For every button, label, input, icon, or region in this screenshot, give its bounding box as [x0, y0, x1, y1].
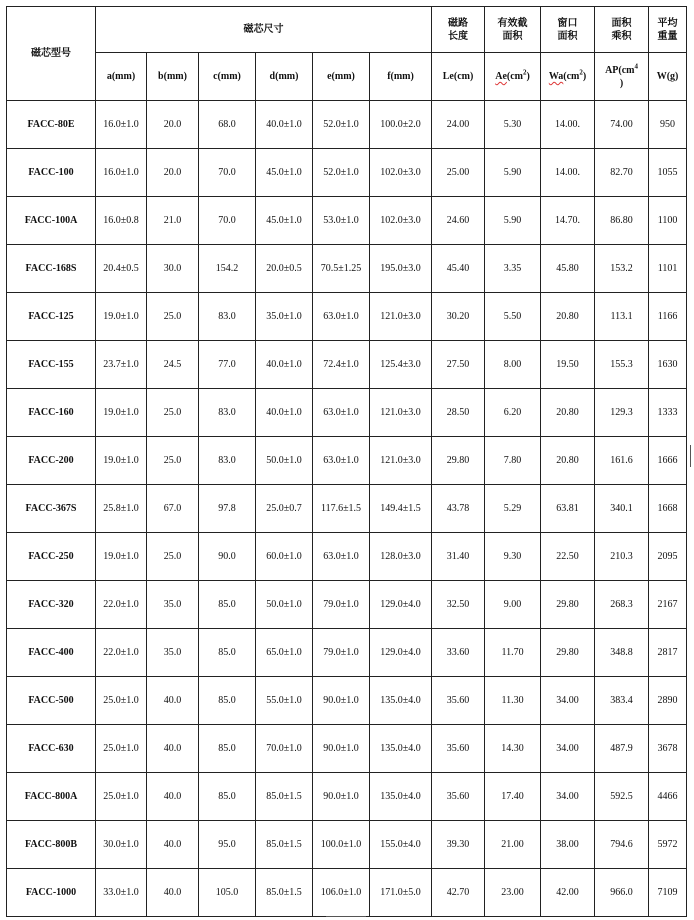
cell-w: 1668 [649, 485, 687, 533]
cell-b: 35.0 [147, 581, 199, 629]
cell-w: 4466 [649, 773, 687, 821]
cell-f: 155.0±4.0 [370, 821, 432, 869]
cell-a: 19.0±1.0 [96, 533, 147, 581]
cell-b: 67.0 [147, 485, 199, 533]
cell-a: 25.0±1.0 [96, 725, 147, 773]
cell-wa: 20.80 [541, 293, 595, 341]
cell-le: 32.50 [432, 581, 485, 629]
cell-d: 45.0±1.0 [256, 197, 313, 245]
cell-wa: 63.81 [541, 485, 595, 533]
cell-b: 30.0 [147, 245, 199, 293]
table-row [7, 821, 687, 869]
table-row [7, 389, 687, 437]
cell-ap: 155.3 [595, 341, 649, 389]
cell-e: 63.0±1.0 [313, 389, 370, 437]
cell-model: FACC-630 [7, 725, 96, 773]
table-row [7, 581, 687, 629]
cell-ae: 9.00 [485, 581, 541, 629]
cell-a: 16.0±1.0 [96, 149, 147, 197]
core-spec-table [6, 6, 687, 917]
cell-le: 29.80 [432, 437, 485, 485]
cell-b: 25.0 [147, 293, 199, 341]
subheader-le: Le(cm) [432, 53, 485, 101]
table-row [7, 149, 687, 197]
cell-wa: 14.00. [541, 149, 595, 197]
cell-model: FACC-1000 [7, 869, 96, 917]
cell-b: 25.0 [147, 533, 199, 581]
cell-c: 154.2 [199, 245, 256, 293]
cell-model: FACC-500 [7, 677, 96, 725]
cell-model: FACC-100 [7, 149, 96, 197]
cell-a: 22.0±1.0 [96, 629, 147, 677]
cell-wa: 29.80 [541, 581, 595, 629]
cell-le: 35.60 [432, 773, 485, 821]
cell-le: 39.30 [432, 821, 485, 869]
cell-e: 106.0±1.0 [313, 869, 370, 917]
cell-e: 53.0±1.0 [313, 197, 370, 245]
cell-model: FACC-168S [7, 245, 96, 293]
cell-d: 40.0±1.0 [256, 101, 313, 149]
cell-d: 25.0±0.7 [256, 485, 313, 533]
cell-c: 83.0 [199, 293, 256, 341]
cell-b: 35.0 [147, 629, 199, 677]
cell-c: 85.0 [199, 725, 256, 773]
cell-ap: 268.3 [595, 581, 649, 629]
cell-e: 72.4±1.0 [313, 341, 370, 389]
cell-a: 30.0±1.0 [96, 821, 147, 869]
cell-e: 90.0±1.0 [313, 773, 370, 821]
cell-b: 40.0 [147, 725, 199, 773]
header-dimensions: 磁芯尺寸 [96, 7, 432, 53]
cell-ap: 113.1 [595, 293, 649, 341]
subheader-wa: $Wa(cm^2)$ [541, 53, 595, 101]
cell-a: 33.0±1.0 [96, 869, 147, 917]
subheader-a: a(mm) [96, 53, 147, 101]
cell-d: 60.0±1.0 [256, 533, 313, 581]
cell-model: FACC-367S [7, 485, 96, 533]
table-row [7, 773, 687, 821]
cell-f: 121.0±3.0 [370, 437, 432, 485]
table-row [7, 677, 687, 725]
cell-le: 45.40 [432, 245, 485, 293]
table-row [7, 341, 687, 389]
cell-ae: 5.30 [485, 101, 541, 149]
cell-le: 35.60 [432, 725, 485, 773]
cell-c: 105.0 [199, 869, 256, 917]
cell-d: 85.0±1.5 [256, 773, 313, 821]
cell-ap: 340.1 [595, 485, 649, 533]
cell-model: FACC-320 [7, 581, 96, 629]
cell-ap: 794.6 [595, 821, 649, 869]
cell-ae: 11.30 [485, 677, 541, 725]
cell-ae: 5.50 [485, 293, 541, 341]
cell-e: 63.0±1.0 [313, 293, 370, 341]
cell-ap: 82.70 [595, 149, 649, 197]
cell-e: 70.5±1.25 [313, 245, 370, 293]
table-row [7, 437, 687, 485]
cell-le: 31.40 [432, 533, 485, 581]
cell-a: 19.0±1.0 [96, 389, 147, 437]
cell-ap: 161.6 [595, 437, 649, 485]
cell-w: 1055 [649, 149, 687, 197]
cell-b: 24.5 [147, 341, 199, 389]
cell-ap: 129.3 [595, 389, 649, 437]
cell-d: 55.0±1.0 [256, 677, 313, 725]
cell-f: 121.0±3.0 [370, 389, 432, 437]
subheader-d: d(mm) [256, 53, 313, 101]
subheader-f: f(mm) [370, 53, 432, 101]
cell-f: 135.0±4.0 [370, 677, 432, 725]
cell-a: 22.0±1.0 [96, 581, 147, 629]
cell-w: 7109 [649, 869, 687, 917]
header-ae: 有效截 面积 [485, 7, 541, 53]
cell-ap: 86.80 [595, 197, 649, 245]
page-edge-marker [326, 916, 366, 917]
cell-le: 30.20 [432, 293, 485, 341]
subheader-ap: $AP(cm^4$ ) [595, 53, 649, 101]
cell-ae: 8.00 [485, 341, 541, 389]
cell-d: 40.0±1.0 [256, 341, 313, 389]
cell-le: 24.00 [432, 101, 485, 149]
cell-w: 3678 [649, 725, 687, 773]
cell-w: 950 [649, 101, 687, 149]
cell-d: 20.0±0.5 [256, 245, 313, 293]
cell-c: 90.0 [199, 533, 256, 581]
cell-e: 52.0±1.0 [313, 149, 370, 197]
header-ap: 面积 乘积 [595, 7, 649, 53]
cell-b: 20.0 [147, 101, 199, 149]
cell-ae: 5.90 [485, 197, 541, 245]
cell-le: 24.60 [432, 197, 485, 245]
cell-e: 63.0±1.0 [313, 533, 370, 581]
cell-b: 25.0 [147, 389, 199, 437]
cell-d: 40.0±1.0 [256, 389, 313, 437]
table-row [7, 293, 687, 341]
cell-ap: 487.9 [595, 725, 649, 773]
cell-b: 21.0 [147, 197, 199, 245]
cell-ae: 14.30 [485, 725, 541, 773]
cell-b: 40.0 [147, 869, 199, 917]
cell-e: 79.0±1.0 [313, 629, 370, 677]
cell-w: 1333 [649, 389, 687, 437]
cell-c: 77.0 [199, 341, 256, 389]
cell-w: 2890 [649, 677, 687, 725]
cell-d: 70.0±1.0 [256, 725, 313, 773]
cell-d: 65.0±1.0 [256, 629, 313, 677]
cell-ap: 348.8 [595, 629, 649, 677]
cell-le: 25.00 [432, 149, 485, 197]
cell-le: 43.78 [432, 485, 485, 533]
cell-wa: 20.80 [541, 437, 595, 485]
cell-d: 35.0±1.0 [256, 293, 313, 341]
cell-c: 85.0 [199, 581, 256, 629]
subheader-weight: W(g) [649, 53, 687, 101]
cell-a: 19.0±1.0 [96, 437, 147, 485]
cell-a: 25.0±1.0 [96, 773, 147, 821]
cell-le: 42.70 [432, 869, 485, 917]
cell-f: 195.0±3.0 [370, 245, 432, 293]
cell-model: FACC-800B [7, 821, 96, 869]
cell-model: FACC-125 [7, 293, 96, 341]
cell-w: 2095 [649, 533, 687, 581]
cell-model: FACC-80E [7, 101, 96, 149]
subheader-b: b(mm) [147, 53, 199, 101]
cell-b: 40.0 [147, 821, 199, 869]
cell-model: FACC-800A [7, 773, 96, 821]
header-le: 磁路 长度 [432, 7, 485, 53]
cell-a: 25.8±1.0 [96, 485, 147, 533]
scroll-marker [690, 445, 691, 467]
cell-wa: 42.00 [541, 869, 595, 917]
cell-ae: 5.90 [485, 149, 541, 197]
cell-a: 16.0±1.0 [96, 101, 147, 149]
cell-w: 1630 [649, 341, 687, 389]
table-row [7, 533, 687, 581]
cell-ae: 11.70 [485, 629, 541, 677]
cell-model: FACC-250 [7, 533, 96, 581]
header-model: 磁芯型号 [7, 7, 96, 101]
cell-model: FACC-155 [7, 341, 96, 389]
cell-c: 85.0 [199, 677, 256, 725]
cell-c: 97.8 [199, 485, 256, 533]
subheader-e: e(mm) [313, 53, 370, 101]
cell-d: 50.0±1.0 [256, 437, 313, 485]
cell-wa: 19.50 [541, 341, 595, 389]
cell-wa: 22.50 [541, 533, 595, 581]
cell-le: 35.60 [432, 677, 485, 725]
cell-f: 135.0±4.0 [370, 725, 432, 773]
cell-w: 1166 [649, 293, 687, 341]
cell-wa: 45.80 [541, 245, 595, 293]
cell-le: 28.50 [432, 389, 485, 437]
table-row [7, 245, 687, 293]
cell-model: FACC-160 [7, 389, 96, 437]
cell-ap: 210.3 [595, 533, 649, 581]
cell-b: 20.0 [147, 149, 199, 197]
cell-c: 83.0 [199, 389, 256, 437]
cell-c: 83.0 [199, 437, 256, 485]
cell-f: 125.4±3.0 [370, 341, 432, 389]
cell-d: 85.0±1.5 [256, 869, 313, 917]
cell-wa: 34.00 [541, 725, 595, 773]
cell-wa: 34.00 [541, 773, 595, 821]
cell-w: 1101 [649, 245, 687, 293]
table-row [7, 485, 687, 533]
cell-c: 68.0 [199, 101, 256, 149]
table-row [7, 101, 687, 149]
table-row [7, 629, 687, 677]
cell-model: FACC-200 [7, 437, 96, 485]
cell-f: 149.4±1.5 [370, 485, 432, 533]
cell-c: 85.0 [199, 773, 256, 821]
cell-d: 85.0±1.5 [256, 821, 313, 869]
cell-w: 1666 [649, 437, 687, 485]
cell-a: 20.4±0.5 [96, 245, 147, 293]
cell-a: 23.7±1.0 [96, 341, 147, 389]
cell-wa: 29.80 [541, 629, 595, 677]
cell-ae: 21.00 [485, 821, 541, 869]
cell-wa: 38.00 [541, 821, 595, 869]
cell-e: 79.0±1.0 [313, 581, 370, 629]
cell-e: 52.0±1.0 [313, 101, 370, 149]
table-row [7, 725, 687, 773]
cell-wa: 34.00 [541, 677, 595, 725]
cell-ap: 153.2 [595, 245, 649, 293]
cell-f: 128.0±3.0 [370, 533, 432, 581]
cell-a: 19.0±1.0 [96, 293, 147, 341]
subheader-c: c(mm) [199, 53, 256, 101]
cell-w: 2817 [649, 629, 687, 677]
header-weight: 平均 重量 [649, 7, 687, 53]
cell-f: 129.0±4.0 [370, 629, 432, 677]
cell-ap: 383.4 [595, 677, 649, 725]
cell-ae: 7.80 [485, 437, 541, 485]
cell-wa: 14.00. [541, 101, 595, 149]
cell-c: 70.0 [199, 197, 256, 245]
cell-f: 100.0±2.0 [370, 101, 432, 149]
cell-f: 102.0±3.0 [370, 197, 432, 245]
cell-model: FACC-400 [7, 629, 96, 677]
table-row [7, 197, 687, 245]
cell-b: 40.0 [147, 773, 199, 821]
cell-a: 16.0±0.8 [96, 197, 147, 245]
cell-ae: 23.00 [485, 869, 541, 917]
cell-e: 63.0±1.0 [313, 437, 370, 485]
cell-d: 50.0±1.0 [256, 581, 313, 629]
cell-ap: 966.0 [595, 869, 649, 917]
table-row [7, 869, 687, 917]
cell-e: 90.0±1.0 [313, 725, 370, 773]
cell-ap: 592.5 [595, 773, 649, 821]
cell-ae: 17.40 [485, 773, 541, 821]
header-wa: 窗口 面积 [541, 7, 595, 53]
cell-b: 25.0 [147, 437, 199, 485]
cell-w: 5972 [649, 821, 687, 869]
cell-c: 85.0 [199, 629, 256, 677]
cell-e: 100.0±1.0 [313, 821, 370, 869]
cell-c: 70.0 [199, 149, 256, 197]
cell-e: 117.6±1.5 [313, 485, 370, 533]
cell-le: 27.50 [432, 341, 485, 389]
cell-ae: 3.35 [485, 245, 541, 293]
cell-f: 129.0±4.0 [370, 581, 432, 629]
cell-ap: 74.00 [595, 101, 649, 149]
cell-le: 33.60 [432, 629, 485, 677]
cell-f: 102.0±3.0 [370, 149, 432, 197]
cell-b: 40.0 [147, 677, 199, 725]
cell-e: 90.0±1.0 [313, 677, 370, 725]
cell-model: FACC-100A [7, 197, 96, 245]
cell-w: 1100 [649, 197, 687, 245]
subheader-ae: $Ae(cm^2)$ [485, 53, 541, 101]
cell-w: 2167 [649, 581, 687, 629]
cell-a: 25.0±1.0 [96, 677, 147, 725]
cell-wa: 20.80 [541, 389, 595, 437]
cell-wa: 14.70. [541, 197, 595, 245]
cell-f: 171.0±5.0 [370, 869, 432, 917]
cell-f: 121.0±3.0 [370, 293, 432, 341]
cell-c: 95.0 [199, 821, 256, 869]
cell-f: 135.0±4.0 [370, 773, 432, 821]
cell-ae: 5.29 [485, 485, 541, 533]
cell-ae: 9.30 [485, 533, 541, 581]
cell-d: 45.0±1.0 [256, 149, 313, 197]
cell-ae: 6.20 [485, 389, 541, 437]
